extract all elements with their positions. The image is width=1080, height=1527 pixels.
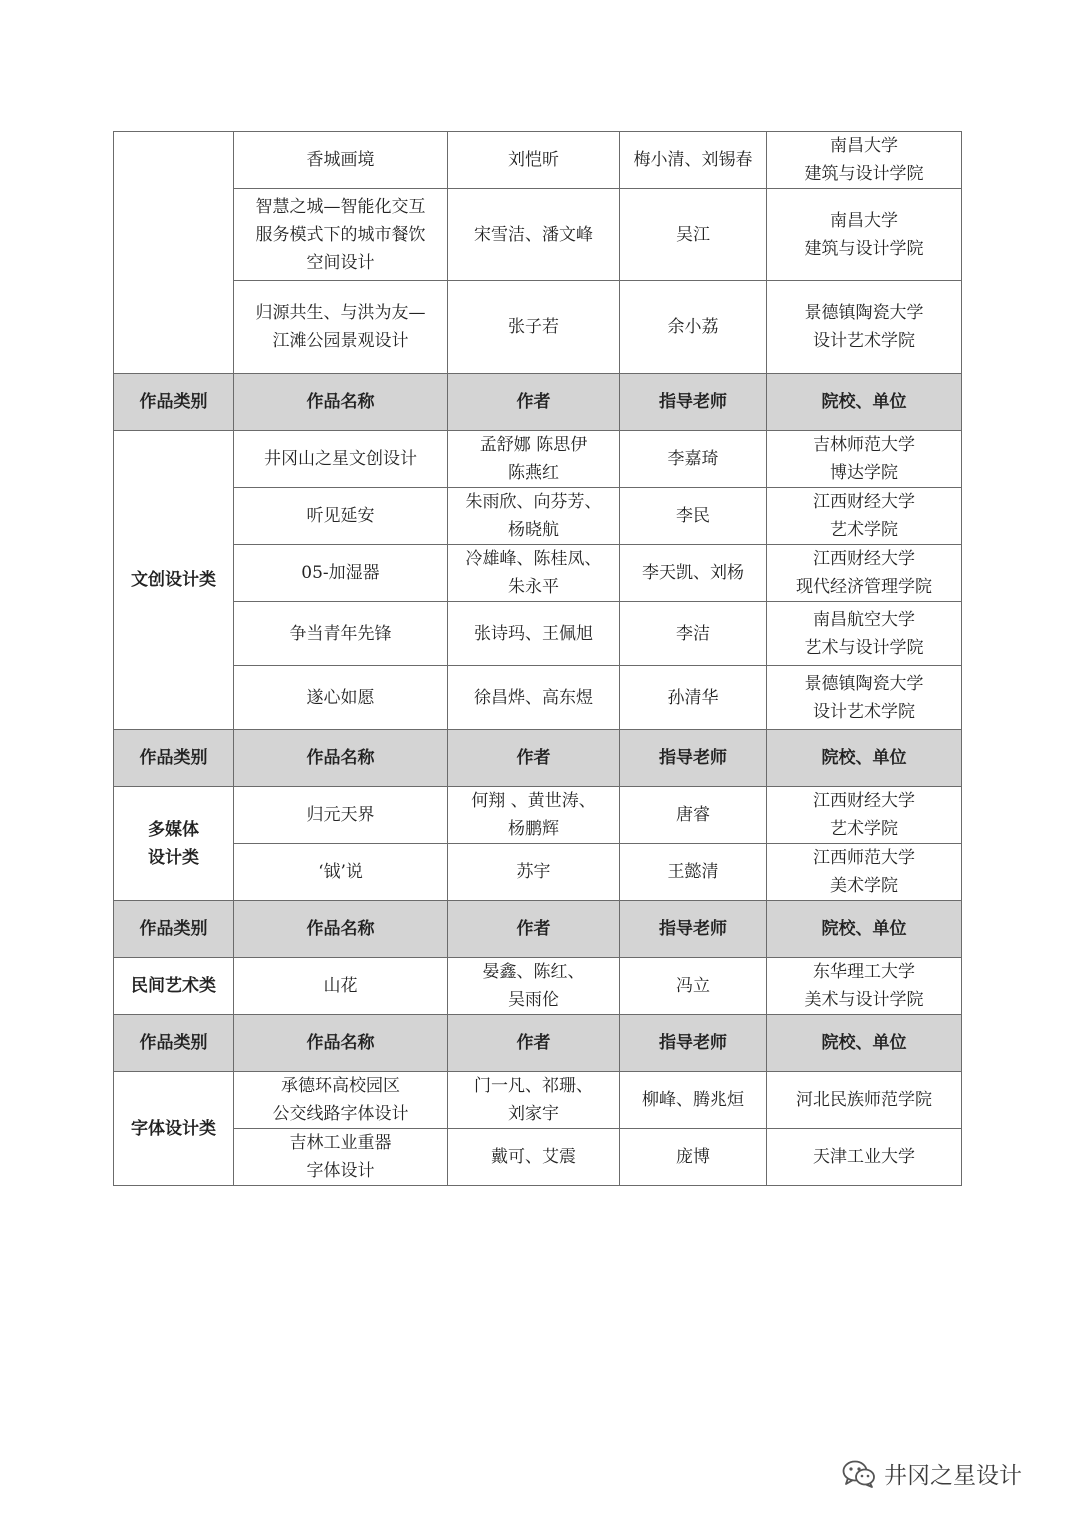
category-cell: 民间艺术类	[114, 958, 234, 1015]
header-advisor: 指导老师	[620, 901, 767, 958]
work-authors: 孟舒娜 陈思伊 陈燕红	[448, 431, 620, 488]
work-school: 吉林师范大学 博达学院	[767, 431, 962, 488]
work-authors: 张子若	[448, 281, 620, 374]
table-row	[114, 189, 962, 281]
work-school: 江西财经大学 现代经济管理学院	[767, 545, 962, 602]
work-school: 景德镇陶瓷大学 设计艺术学院	[767, 281, 962, 374]
category-cell: 多媒体 设计类	[114, 787, 234, 901]
work-school: 江西师范大学 美术学院	[767, 844, 962, 901]
work-advisor: 王懿清	[620, 844, 767, 901]
awards-table	[113, 131, 962, 1186]
table-row	[114, 1072, 962, 1129]
work-school: 江西财经大学 艺术学院	[767, 787, 962, 844]
header-category: 作品类别	[114, 1015, 234, 1072]
work-authors: 徐昌烨、高东煜	[448, 666, 620, 730]
table-row	[114, 545, 962, 602]
header-advisor: 指导老师	[620, 730, 767, 787]
header-school: 院校、单位	[767, 374, 962, 431]
header-title: 作品名称	[234, 374, 448, 431]
work-advisor: 梅小清、刘锡春	[620, 132, 767, 189]
work-authors: 宋雪洁、潘文峰	[448, 189, 620, 281]
work-authors: 刘恺昕	[448, 132, 620, 189]
work-advisor: 李民	[620, 488, 767, 545]
header-row	[114, 374, 962, 431]
work-advisor: 孙清华	[620, 666, 767, 730]
header-row	[114, 901, 962, 958]
work-school: 天津工业大学	[767, 1129, 962, 1186]
work-title: 山花	[234, 958, 448, 1015]
table-row	[114, 1129, 962, 1186]
table-row	[114, 602, 962, 666]
work-title: 听见延安	[234, 488, 448, 545]
category-cell: 字体设计类	[114, 1072, 234, 1186]
header-advisor: 指导老师	[620, 1015, 767, 1072]
work-title: 争当青年先锋	[234, 602, 448, 666]
table-row	[114, 431, 962, 488]
category-cell	[114, 132, 234, 374]
work-title: 05-加湿器	[234, 545, 448, 602]
work-authors: 朱雨欣、向芬芳、 杨晓航	[448, 488, 620, 545]
header-category: 作品类别	[114, 901, 234, 958]
work-title: 吉林工业重器 字体设计	[234, 1129, 448, 1186]
work-advisor: 李嘉琦	[620, 431, 767, 488]
table-row	[114, 844, 962, 901]
work-school: 东华理工大学 美术与设计学院	[767, 958, 962, 1015]
work-authors: 戴可、艾震	[448, 1129, 620, 1186]
table-row	[114, 281, 962, 374]
header-authors: 作者	[448, 374, 620, 431]
header-title: 作品名称	[234, 901, 448, 958]
header-title: 作品名称	[234, 1015, 448, 1072]
table-row	[114, 132, 962, 189]
work-advisor: 余小荔	[620, 281, 767, 374]
work-authors: 何翔 、黄世涛、 杨鹏辉	[448, 787, 620, 844]
table-row	[114, 787, 962, 844]
work-school: 南昌大学 建筑与设计学院	[767, 189, 962, 281]
table-row	[114, 666, 962, 730]
header-school: 院校、单位	[767, 730, 962, 787]
header-category: 作品类别	[114, 730, 234, 787]
header-school: 院校、单位	[767, 901, 962, 958]
work-advisor: 冯立	[620, 958, 767, 1015]
table-row	[114, 958, 962, 1015]
work-advisor: 李天凯、刘杨	[620, 545, 767, 602]
work-school: 江西财经大学 艺术学院	[767, 488, 962, 545]
work-title: 井冈山之星文创设计	[234, 431, 448, 488]
header-row	[114, 730, 962, 787]
work-school: 景德镇陶瓷大学 设计艺术学院	[767, 666, 962, 730]
work-advisor: 唐睿	[620, 787, 767, 844]
work-authors: 张诗玛、王佩旭	[448, 602, 620, 666]
work-title: 归源共生、与洪为友— 江滩公园景观设计	[234, 281, 448, 374]
work-school: 南昌航空大学 艺术与设计学院	[767, 602, 962, 666]
header-category: 作品类别	[114, 374, 234, 431]
work-title: 承德环高校园区 公交线路字体设计	[234, 1072, 448, 1129]
work-advisor: 庞博	[620, 1129, 767, 1186]
header-authors: 作者	[448, 901, 620, 958]
work-title: 香城画境	[234, 132, 448, 189]
work-authors: 门一凡、祁珊、 刘家宇	[448, 1072, 620, 1129]
header-authors: 作者	[448, 730, 620, 787]
table-row	[114, 488, 962, 545]
work-advisor: 吴江	[620, 189, 767, 281]
work-authors: 冷雄峰、陈桂凤、 朱永平	[448, 545, 620, 602]
work-advisor: 柳峰、腾兆烜	[620, 1072, 767, 1129]
work-title: 归元天界	[234, 787, 448, 844]
header-row	[114, 1015, 962, 1072]
header-title: 作品名称	[234, 730, 448, 787]
work-authors: 苏宇	[448, 844, 620, 901]
work-advisor: 李洁	[620, 602, 767, 666]
header-advisor: 指导老师	[620, 374, 767, 431]
watermark	[842, 1457, 1022, 1490]
work-title: ‘钺’说	[234, 844, 448, 901]
work-title: 遂心如愿	[234, 666, 448, 730]
work-title: 智慧之城—智能化交互 服务模式下的城市餐饮 空间设计	[234, 189, 448, 281]
header-school: 院校、单位	[767, 1015, 962, 1072]
watermark-text: 井冈之星设计	[884, 1463, 1022, 1489]
work-school: 南昌大学 建筑与设计学院	[767, 132, 962, 189]
header-authors: 作者	[448, 1015, 620, 1072]
category-cell: 文创设计类	[114, 431, 234, 730]
wechat-icon	[842, 1459, 876, 1489]
work-authors: 晏鑫、陈红、 吴雨伦	[448, 958, 620, 1015]
work-school: 河北民族师范学院	[767, 1072, 962, 1129]
